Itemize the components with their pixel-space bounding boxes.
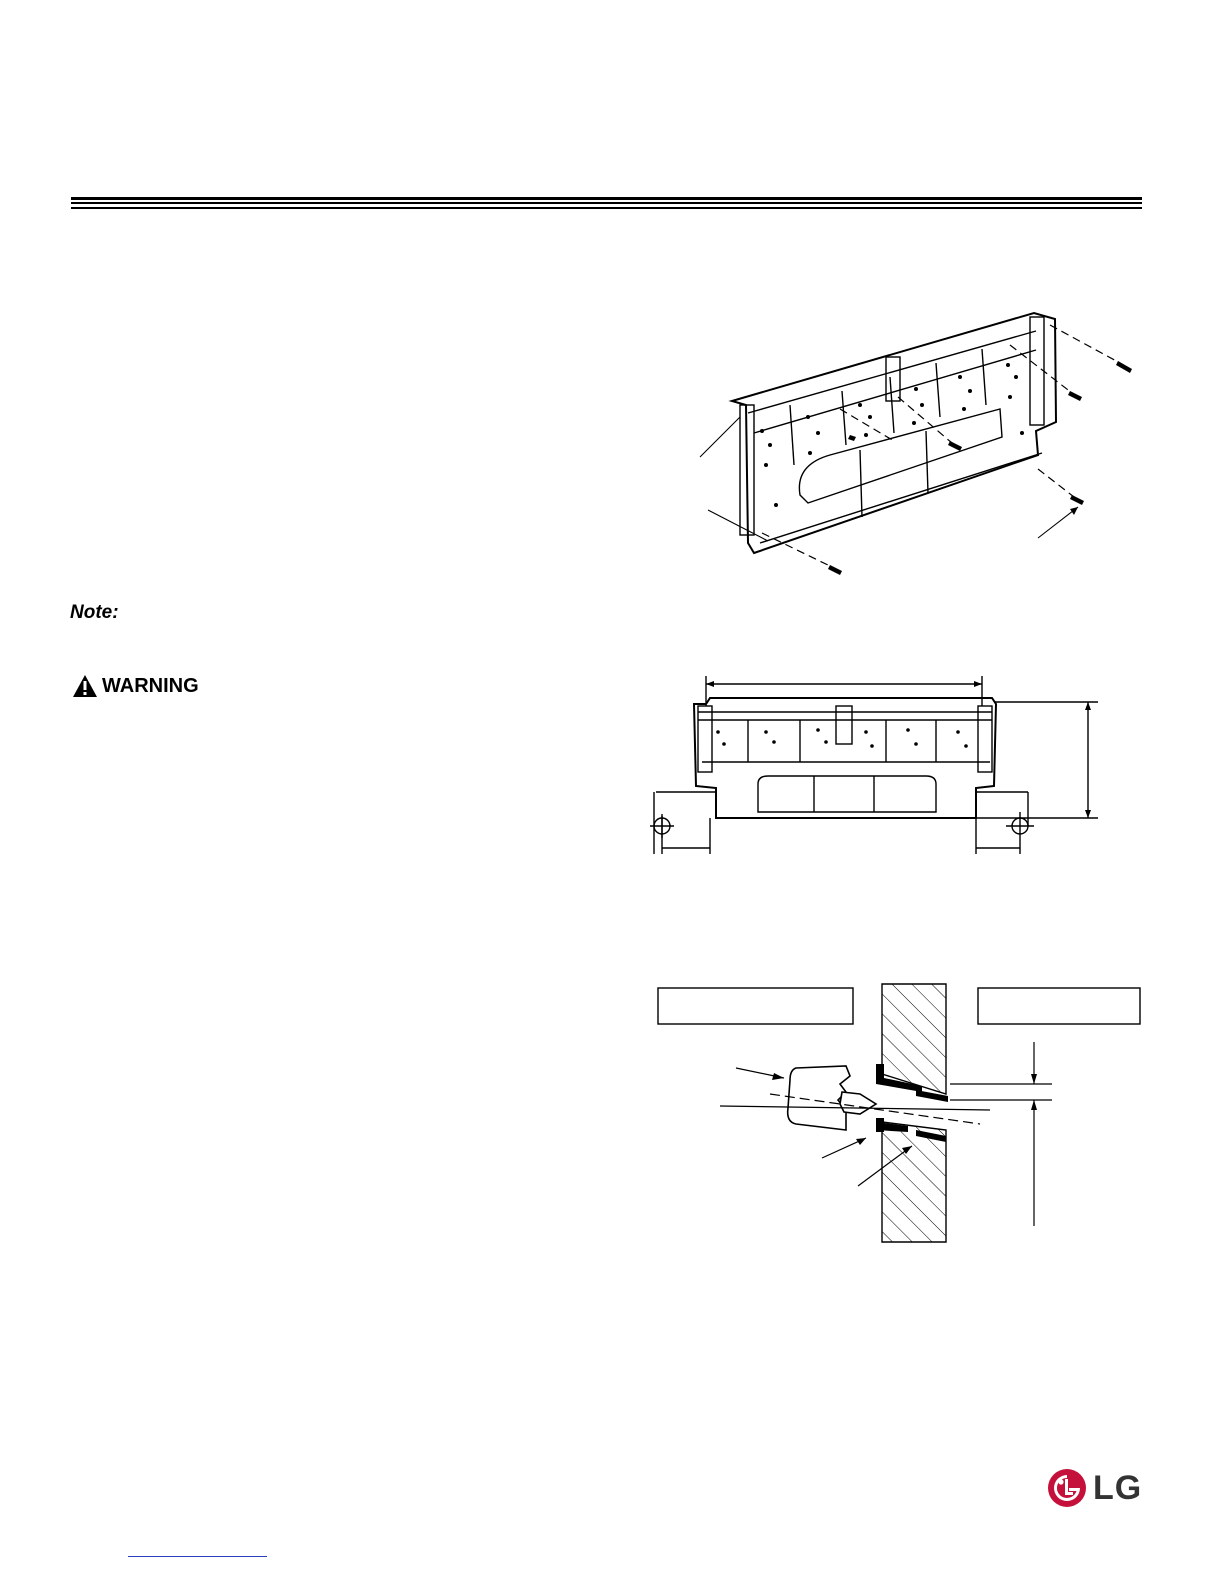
header-rule-bottom [71,207,1142,209]
warning-label-group [72,673,199,699]
note-label: Note: [70,602,119,623]
warning-label: WARNING [102,674,199,697]
lg-logo-icon [1047,1468,1087,1508]
warning-triangle-icon [72,674,98,698]
header-rule-middle [71,202,1142,204]
footer-link-underline[interactable] [128,1556,267,1557]
header-rule-top [71,197,1142,200]
installation-plate-dimension-figure [640,666,1120,866]
installation-plate-perspective-figure [690,305,1160,590]
lg-logo-text: LG [1093,1468,1143,1507]
wall-hole-drilling-figure [650,980,1145,1245]
lg-logo [1047,1468,1142,1508]
